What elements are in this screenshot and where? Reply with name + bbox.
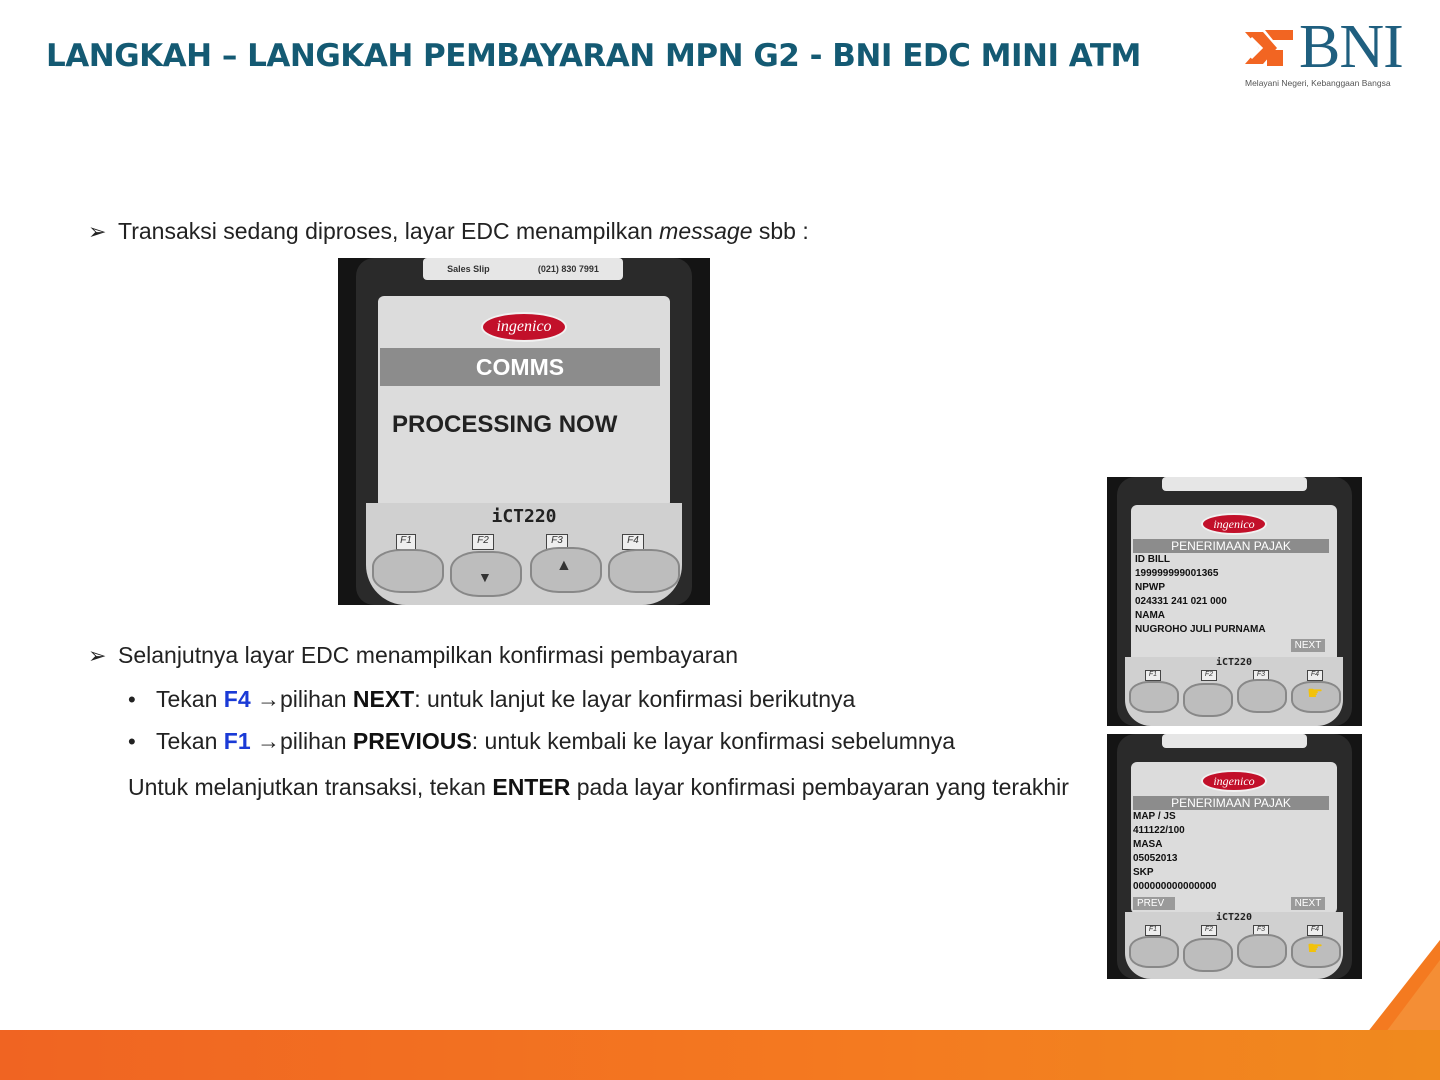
terminal-screen	[1131, 505, 1337, 663]
up-arrow-button[interactable]	[1237, 934, 1287, 968]
confirm-lines: ID BILL 199999999001365 NPWP 024331 241 021 000 NAMA NUGROHO JULI PURNAMA	[1135, 554, 1266, 635]
left-softkey-button[interactable]	[1129, 936, 1179, 968]
f4-key[interactable]: F4	[1307, 925, 1323, 936]
bullet-confirmation-text: Selanjutnya layar EDC menampilkan konfirmasi pembayaran	[118, 642, 739, 668]
sub-bullet-previous: • Tekan F1 → pilihan PREVIOUS : untuk kembali ke layar konfirmasi sebelumnya	[128, 728, 955, 754]
f4-key[interactable]: F4	[622, 534, 644, 550]
down-arrow-button[interactable]	[1183, 683, 1233, 717]
down-arrow-button[interactable]	[1183, 938, 1233, 972]
terminal-model: iCT220	[491, 506, 557, 527]
f3-key[interactable]: F3	[546, 534, 568, 550]
f1-key[interactable]: F1	[396, 534, 416, 550]
terminal-model: iCT220	[1215, 657, 1253, 668]
bullet-confirmation	[88, 642, 738, 669]
edc-terminal-main	[338, 258, 710, 605]
terminal-model: iCT220	[1215, 912, 1253, 923]
bni-logo-tagline: Melayani Negeri, Kebanggaan Bangsa	[1245, 78, 1391, 88]
sub-bullet-next: • Tekan F4 → pilihan NEXT : untuk lanjut ke layar konfirmasi berikutnya	[128, 686, 856, 712]
f1-key[interactable]: F1	[1145, 925, 1161, 936]
pointer-hand-icon: ☛	[1307, 938, 1324, 958]
terminal-screen	[1131, 762, 1337, 914]
tax-receipt-bar: PENERIMAAN PAJAK	[1133, 796, 1329, 810]
terminal-label: Sales Slip (021) 830 7991	[423, 258, 623, 280]
bni-logo	[1243, 13, 1418, 92]
enter-instruction: Untuk melanjutkan transaksi, tekan ENTER pada layar konfirmasi pembayaran yang terakhir	[128, 774, 1069, 800]
f4-key[interactable]: F4	[1307, 670, 1323, 681]
right-arrow-icon: →	[257, 686, 280, 712]
edc-terminal-confirm-1	[1107, 477, 1362, 726]
left-softkey-button[interactable]	[372, 549, 444, 593]
f2-key[interactable]: F2	[1201, 925, 1217, 936]
bni-logo-word: BNI	[1299, 13, 1403, 81]
right-arrow-icon: →	[257, 728, 280, 754]
next-softkey[interactable]: NEXT	[1291, 639, 1325, 652]
bullet-processing-text: Transaksi sedang diproses, layar EDC menampilkan message sbb :	[118, 218, 809, 244]
right-softkey-button[interactable]	[608, 549, 680, 593]
arrow-bullet-icon: ➢	[88, 642, 107, 668]
f2-key[interactable]: F2	[472, 534, 494, 550]
key-f4: F4	[223, 686, 251, 712]
left-softkey-button[interactable]	[1129, 681, 1179, 713]
terminal-screen	[378, 296, 670, 508]
terminal-keypad	[1125, 657, 1343, 726]
terminal-keypad	[366, 503, 682, 605]
next-softkey[interactable]: NEXT	[1291, 897, 1325, 910]
confirm-lines: MAP / JS 411122/100 MASA 05052013 SKP 000000000000000	[1133, 811, 1217, 892]
pointer-hand-icon: ☛	[1307, 683, 1324, 703]
ingenico-logo: ingenico	[1201, 513, 1267, 535]
tax-receipt-bar: PENERIMAAN PAJAK	[1133, 539, 1329, 553]
bullet-processing	[88, 218, 809, 245]
ingenico-logo: ingenico	[481, 312, 567, 342]
f3-key[interactable]: F3	[1253, 670, 1269, 681]
down-triangle-icon: ▼	[478, 569, 492, 585]
up-arrow-button[interactable]	[1237, 679, 1287, 713]
key-f1: F1	[223, 728, 251, 754]
dot-bullet-icon: •	[128, 728, 136, 754]
arrow-bullet-icon: ➢	[88, 218, 107, 244]
processing-message: PROCESSING NOW	[392, 411, 618, 438]
footer-band	[0, 1030, 1440, 1080]
dot-bullet-icon: •	[128, 686, 136, 712]
up-triangle-icon: ▲	[556, 557, 572, 574]
comms-bar: COMMS	[380, 348, 660, 386]
page-title: LANGKAH – LANGKAH PEMBAYARAN MPN G2 - BNI EDC MINI ATM	[46, 38, 1141, 74]
bni-logo-mark-icon	[1243, 26, 1295, 70]
ingenico-logo: ingenico	[1201, 770, 1267, 792]
f1-key[interactable]: F1	[1145, 670, 1161, 681]
f3-key[interactable]: F3	[1253, 925, 1269, 936]
f2-key[interactable]: F2	[1201, 670, 1217, 681]
prev-softkey[interactable]: PREV	[1133, 897, 1175, 910]
